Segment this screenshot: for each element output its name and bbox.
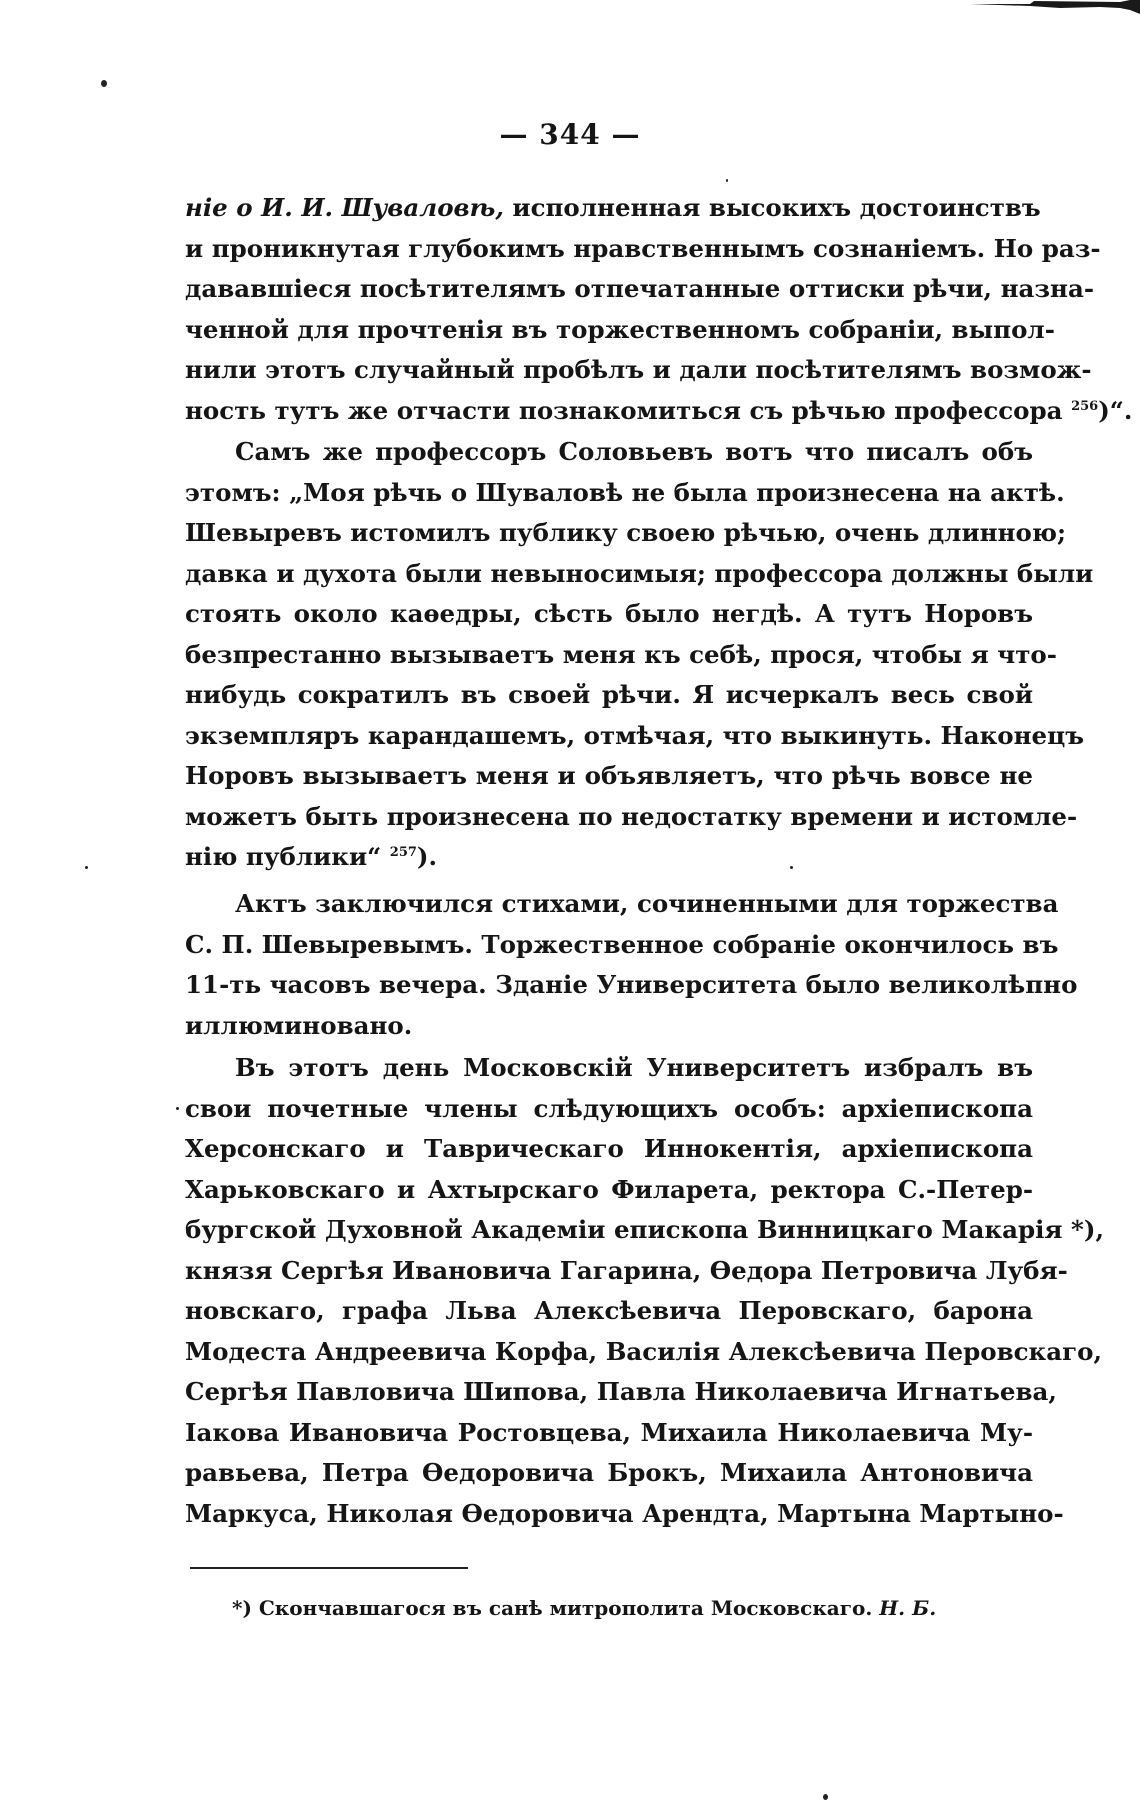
- text-line: [185, 884, 1059, 925]
- text-run: можетъ быть произнесена по недостатку времени и истомле-: [185, 801, 1078, 831]
- text-line: [185, 1048, 1033, 1089]
- text-line: [185, 675, 1033, 716]
- text-line: [185, 473, 1065, 514]
- text-line: [185, 925, 1059, 966]
- scan-speck: [85, 866, 88, 869]
- text-run: Шевыревъ истомилъ публику своею рѣчью, очень длинною;: [185, 518, 1066, 547]
- text-line: [185, 594, 1033, 635]
- text-line: [185, 1210, 1104, 1251]
- text-run: иллюминовано.: [185, 1010, 413, 1040]
- text-line: [185, 350, 1092, 391]
- text-line: [185, 837, 1033, 878]
- text-line: [185, 797, 1078, 838]
- text-run: Харьковскаго и Ахтырскаго Филарета, ректора С.-Петер-: [185, 1174, 1033, 1204]
- text-run: свои почетные члены слѣдующихъ особъ: архіепископа: [185, 1093, 1033, 1123]
- text-line: [185, 432, 1033, 473]
- paragraph-3: [185, 884, 1078, 1046]
- text-line: [185, 635, 1057, 676]
- text-run: и проникнутая глубокимъ нравственнымъ сознаніемъ. Но раз-: [185, 233, 1101, 263]
- text-line: [185, 513, 1066, 554]
- paragraph-4: [185, 1048, 1104, 1534]
- text-line: [185, 716, 1085, 757]
- text-run: Маркуса, Николая Ѳедоровича Арендта, Мартына Мартыно-: [185, 1498, 1064, 1528]
- text-run: ніе о И. И. Шуваловѣ,: [185, 193, 504, 222]
- text-run: стоять около каѳедры, сѣсть было негдѣ. А тутъ Норовъ: [185, 599, 1033, 628]
- page-number: — 344 —: [499, 118, 641, 151]
- footnote-signature: Н. Б.: [879, 1596, 937, 1620]
- scan-speck: [176, 1107, 179, 1110]
- text-run: ).: [416, 842, 438, 871]
- text-line: [185, 1006, 1033, 1047]
- text-line: [185, 756, 1033, 797]
- text-line: [185, 1251, 1068, 1292]
- scan-speck: [726, 179, 728, 182]
- text-line: [185, 1089, 1033, 1130]
- text-run: )“.: [1098, 395, 1133, 425]
- text-line: [185, 1332, 1102, 1373]
- footnote-ref: 256: [1071, 398, 1099, 414]
- scan-edge-mark: [970, 0, 1140, 20]
- text-line: [185, 310, 1055, 351]
- text-run: исполненная высокихъ достоинствъ: [503, 193, 1041, 222]
- scan-speck: [790, 866, 793, 869]
- text-line: [185, 1494, 1064, 1535]
- text-run: экземпляръ карандашемъ, отмѣчая, что выкинуть. Наконецъ: [185, 720, 1085, 750]
- text-run: 11-ть часовъ вечера. Зданіе Университета было великолѣпно: [185, 970, 1078, 999]
- text-line: [185, 188, 1041, 229]
- text-run: Норовъ вызываетъ меня и объявляетъ, что рѣчь вовсе не: [185, 761, 1033, 790]
- text-run: ность тутъ же отчасти познакомиться съ рѣчью профессора: [185, 395, 1072, 425]
- text-run: Актъ заключился стихами, сочиненными для торжества: [235, 889, 1059, 918]
- text-run: князя Сергѣя Ивановича Гагарина, Ѳедора Петровича Лубя-: [185, 1255, 1068, 1285]
- text-run: Херсонскаго и Таврическаго Иннокентія, архіепископа: [185, 1134, 1033, 1163]
- text-run: этомъ: „Моя рѣчь о Шуваловѣ не была произнесена на актѣ.: [185, 477, 1065, 507]
- paragraph-2: [185, 432, 1094, 878]
- text-line: [185, 1129, 1033, 1170]
- text-run: равьева, Петра Ѳедоровича Брокъ, Михаила Антоновича: [185, 1458, 1033, 1487]
- text-line: [185, 965, 1078, 1006]
- footnote-ref: 257: [389, 844, 417, 860]
- scan-speck: [101, 80, 107, 87]
- text-line: [185, 1413, 1033, 1454]
- text-line: [185, 1170, 1033, 1211]
- text-run: Сергѣя Павловича Шипова, Павла Николаевича Игнатьева,: [185, 1377, 1057, 1406]
- text-run: бургской Духовной Академіи епископа Винницкаго Макарія *),: [185, 1215, 1104, 1244]
- text-line: [185, 1291, 1033, 1332]
- text-run: давка и духота были невыносимыя; профессора должны были: [185, 558, 1094, 588]
- text-run: ченной для прочтенія въ торжественномъ собраніи, выпол-: [185, 314, 1055, 344]
- paragraph-1: [185, 188, 1133, 431]
- text-line: [185, 1372, 1057, 1413]
- text-run: новскаго, графа Льва Алексѣевича Перовскаго, барона: [185, 1296, 1033, 1325]
- text-run: С. П. Шевыревымъ. Торжественное собраніе окончилось въ: [185, 929, 1059, 959]
- text-line: [185, 1453, 1033, 1494]
- text-run: дававшіеся посѣтителямъ отпечатанные оттиски рѣчи, назна-: [185, 274, 1094, 303]
- text-run: Модеста Андреевича Корфа, Василія Алексѣевича Перовскаго,: [185, 1336, 1102, 1366]
- footnote-divider: [190, 1567, 468, 1569]
- text-run: Самъ же профессоръ Соловьевъ вотъ что писалъ объ: [235, 437, 1033, 466]
- text-line: [185, 554, 1094, 595]
- text-run: нибудь сократилъ въ своей рѣчи. Я исчеркалъ весь свой: [185, 680, 1033, 709]
- text-line: [185, 391, 1133, 432]
- text-run: Іакова Ивановича Ростовцева, Михаила Николаевича Му-: [185, 1417, 1033, 1447]
- text-line: [185, 269, 1094, 310]
- footnote-text: *) Скончавшагося въ санѣ митрополита Московскаго.: [232, 1596, 880, 1620]
- footnote: [232, 1596, 1012, 1620]
- text-run: Въ этотъ день Московскій Университетъ избралъ въ: [235, 1053, 1033, 1082]
- text-line: [185, 229, 1101, 270]
- text-run: нію публики“: [185, 842, 390, 871]
- text-run: нили этотъ случайный пробѣлъ и дали посѣтителямъ возмож-: [185, 355, 1092, 384]
- scan-speck: [823, 1794, 828, 1800]
- text-run: безпрестанно вызываетъ меня къ себѣ, прося, чтобы я что-: [185, 639, 1057, 669]
